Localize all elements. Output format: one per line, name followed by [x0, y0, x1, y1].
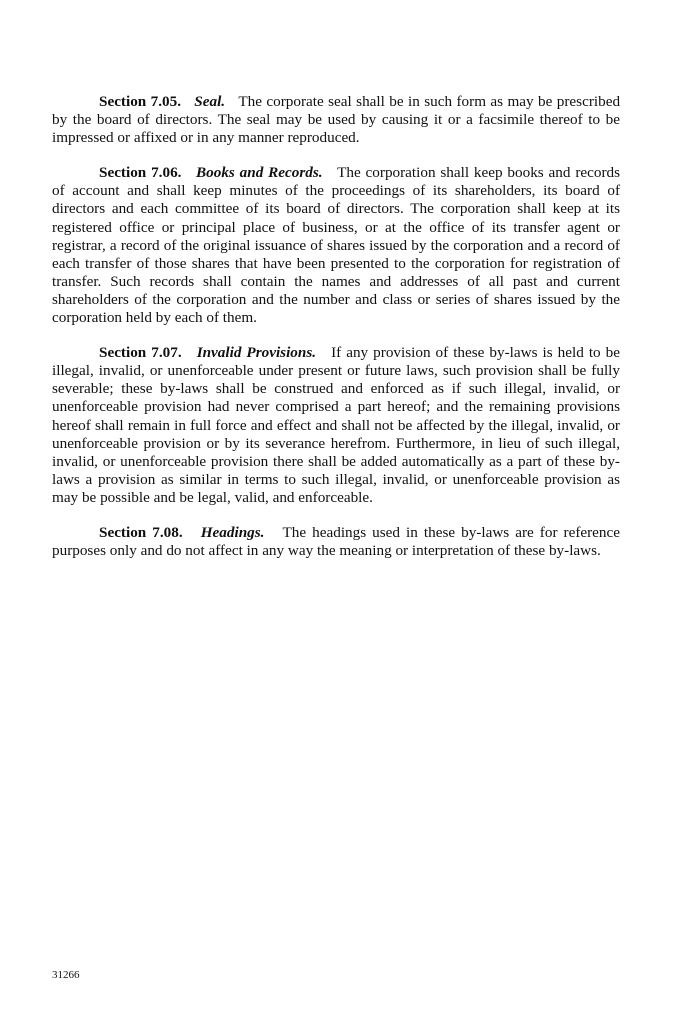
section-title: Headings.	[200, 523, 265, 541]
section-title: Seal.	[194, 93, 226, 110]
section-number: Section 7.06.	[99, 164, 182, 182]
document-footer-code: 31266	[52, 969, 80, 981]
section-body: If any provision of these by-laws is held to be illegal, invalid, or unenforceable under present or future laws, such provision shall be fully severable; these by-laws shall be construed and enforced as if such illegal, invalid, or unenforceable provision had never comprised a part hereof; and the remaining provisions hereof shall remain in full force and effect and shall not be affected by the illegal, invalid, or unenforceable provision or by its severance herefrom. Furthermore, in lieu of such illegal, invalid, or unenforceable provision there shall be added automatically as a part of these by-laws a provision as similar in terms to such illegal, invalid, or unenforceable provision as may be possible and be legal, valid, and enforceable.	[52, 344, 620, 506]
section-body: The headings used in these by-laws are for reference purposes only and do not affect in any way the meaning or interpretation of these by-laws.	[52, 523, 620, 560]
section-7-08	[52, 524, 620, 560]
document-page	[52, 93, 620, 577]
section-number: Section 7.07.	[99, 344, 182, 362]
section-7-07	[52, 344, 620, 507]
section-title: Books and Records.	[196, 164, 323, 182]
section-7-05	[52, 93, 620, 147]
section-number: Section 7.05.	[99, 93, 182, 110]
section-title: Invalid Provisions.	[196, 344, 317, 362]
section-body: The corporate seal shall be in such form as may be prescribed by the board of directors. The seal may be used by causing it or a facsimile thereof to be impressed or affixed or in any manner reproduced.	[52, 93, 621, 147]
section-7-06	[52, 164, 620, 327]
section-number: Section 7.08.	[99, 523, 183, 541]
section-body: The corporation shall keep books and records of account and shall keep minutes of the proceedings of its shareholders, its board of directors and each committee of its board of directors. The corporation shall keep at its registered office or principal place of business, or at the office of its transfer agent or registrar, a record of the original issuance of shares issued by the corporation and a record of each transfer of those shares that have been presented to the corporation for registration of transfer. Such records shall contain the names and addresses of all past and current shareholders of the corporation and the number and class or series of shares issued by the corporation held by each of them.	[52, 164, 621, 327]
